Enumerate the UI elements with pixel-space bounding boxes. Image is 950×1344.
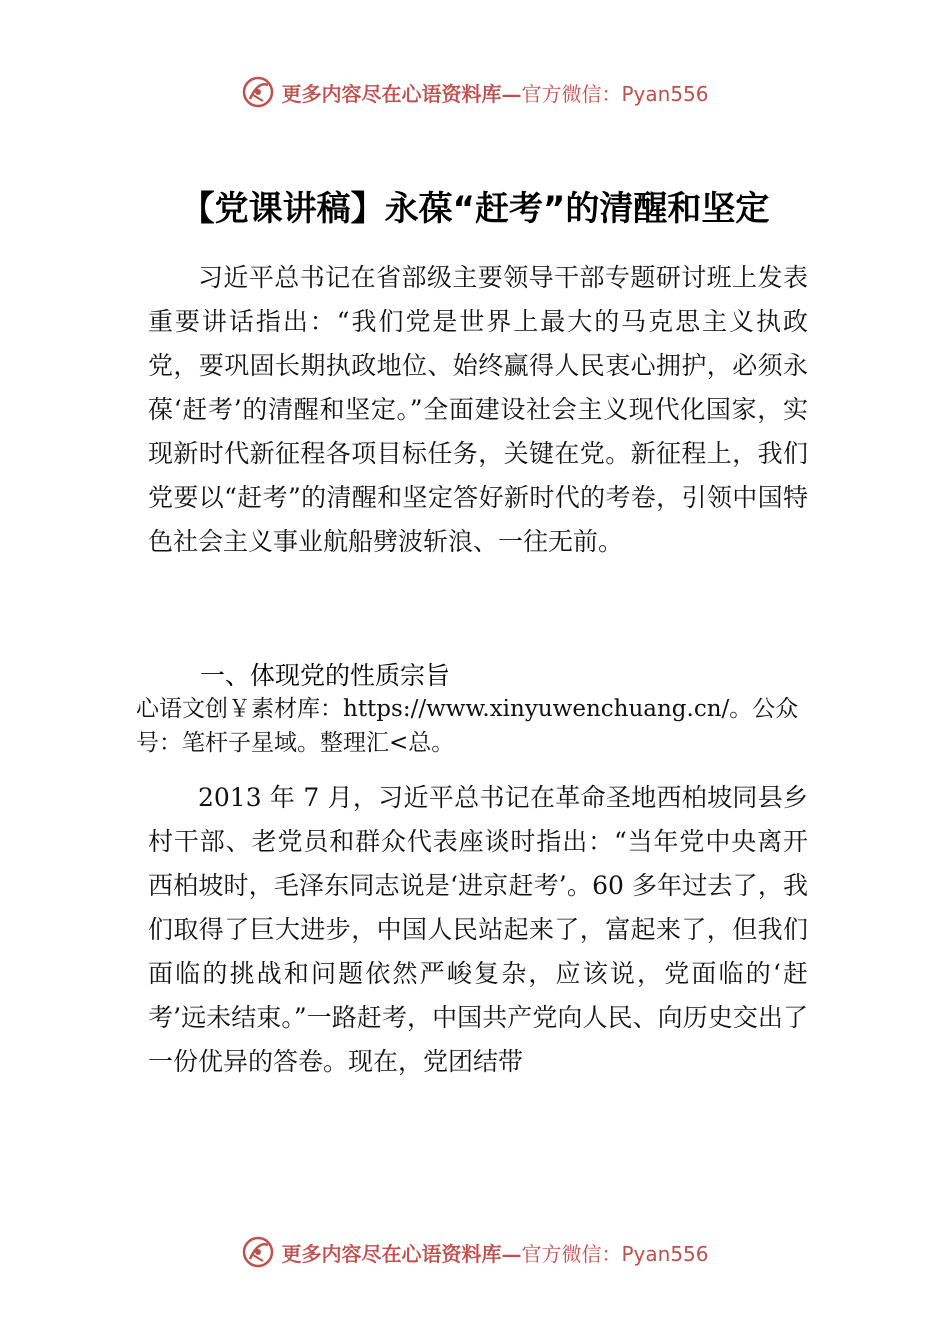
document-title: 【党课讲稿】永葆“赶考”的清醒和坚定 — [180, 188, 770, 229]
banner-main-text: 更多内容尽在心语资料库— — [281, 1241, 522, 1266]
banner-wechat-id: Pyan556 — [621, 81, 709, 106]
paragraph-1: 习近平总书记在省部级主要领导干部专题研讨班上发表重要讲话指出：“我们党是世界上最大的马克思主义执政党，要巩固长期执政地位、始终赢得人民衷心拥护，必须永葆‘赶考’的清醒和坚定。”全面建设社会主义现代化国家，实现新时代新征程各项目标任务，关键在党。新征程上，我们党要以“赶考”的清醒和坚定答好新时代的考卷，引领中国特色社会主义事业航船劈波斩浪、一往无前。 — [148, 263, 808, 556]
banner-wechat-id: Pyan556 — [621, 1241, 709, 1266]
footer-banner — [0, 1232, 950, 1272]
paragraph-2: 2013 年 7 月，习近平总书记在革命圣地西柏坡同县乡村干部、老党员和群众代表座谈时指出：“当年党中央离开西柏坡时，毛泽东同志说是‘进京赶考’。60 多年过去了，我们取得了巨大进步，中国人民站起来了，富起来了，但我们面临的挑战和问题依然严峻复杂，应该说，党面临的‘赶考’远未结束。”一路赶考，中国共产党向人民、向历史交出了一份优异的答卷。现在，党团结带 — [148, 783, 808, 1076]
logo-icon — [241, 75, 275, 109]
header-banner — [0, 72, 950, 112]
watermark-line: 心语文创￥素材库：https://www.xinyuwenchuang.cn/。公众号：笔杆子星域。整理汇<总。 — [136, 696, 799, 756]
banner-wechat-label: 官方微信： — [521, 1241, 622, 1266]
logo-icon — [241, 1235, 275, 1269]
banner-main-text: 更多内容尽在心语资料库— — [281, 81, 522, 106]
banner-text — [281, 1238, 708, 1267]
banner-text — [281, 78, 708, 107]
section-heading-1: 一、体现党的性质宗旨 — [200, 661, 451, 690]
banner-wechat-label: 官方微信： — [521, 81, 622, 106]
